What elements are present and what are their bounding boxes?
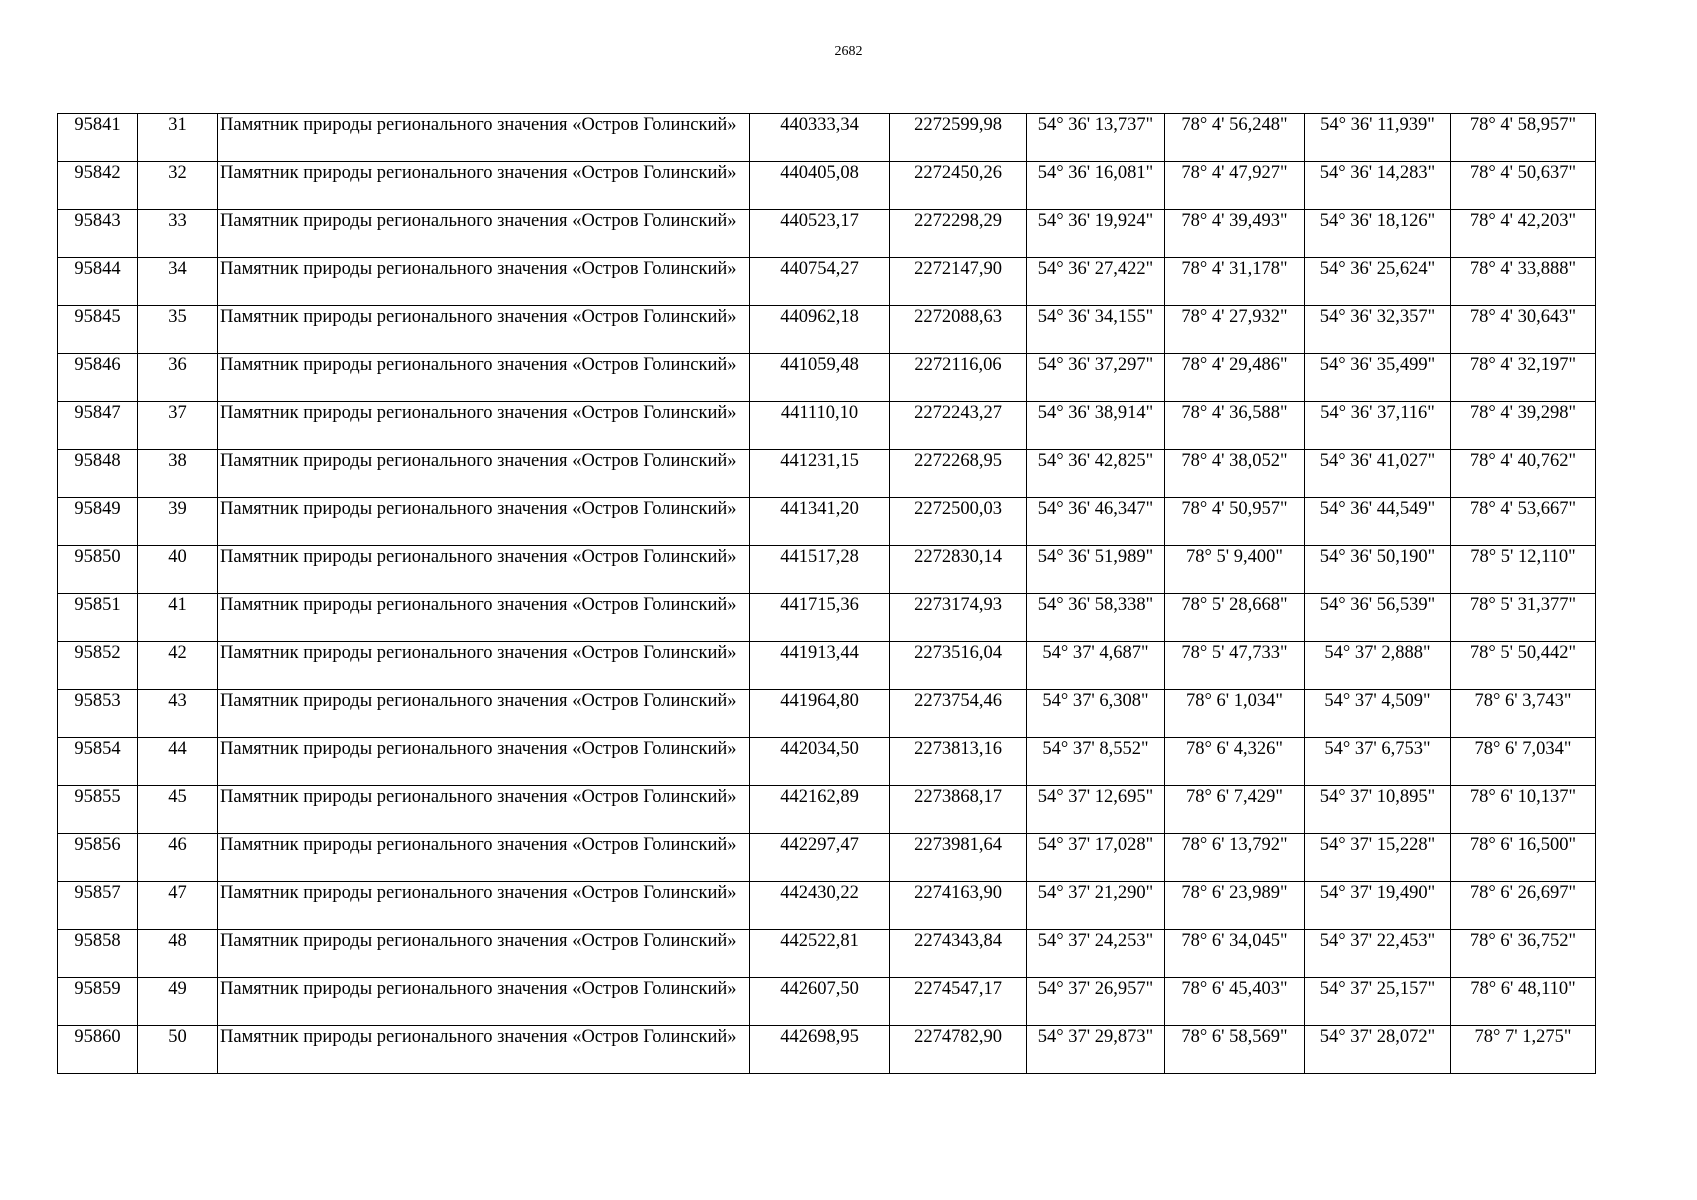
- latitude-2-cell: 54° 37' 25,157": [1305, 978, 1451, 1026]
- longitude-1-cell: 78° 6' 23,989": [1165, 882, 1305, 930]
- latitude-2-cell: 54° 37' 19,490": [1305, 882, 1451, 930]
- object-name-cell: Памятник природы регионального значения «Остров Голинский»: [218, 546, 750, 594]
- latitude-2-cell: 54° 37' 6,753": [1305, 738, 1451, 786]
- point-number-cell: 47: [138, 882, 218, 930]
- record-id-cell: 95846: [58, 354, 138, 402]
- point-number-cell: 44: [138, 738, 218, 786]
- y-coordinate-cell: 2274163,90: [890, 882, 1027, 930]
- latitude-1-cell: 54° 37' 21,290": [1027, 882, 1165, 930]
- x-coordinate-cell: 442297,47: [750, 834, 890, 882]
- object-name-cell: Памятник природы регионального значения «Остров Голинский»: [218, 114, 750, 162]
- longitude-2-cell: 78° 4' 32,197": [1451, 354, 1596, 402]
- y-coordinate-cell: 2273174,93: [890, 594, 1027, 642]
- object-name-cell: Памятник природы регионального значения «Остров Голинский»: [218, 1026, 750, 1074]
- longitude-2-cell: 78° 5' 31,377": [1451, 594, 1596, 642]
- latitude-1-cell: 54° 37' 8,552": [1027, 738, 1165, 786]
- coordinates-table: [57, 113, 1596, 1074]
- object-name-cell: Памятник природы регионального значения «Остров Голинский»: [218, 738, 750, 786]
- latitude-1-cell: 54° 37' 17,028": [1027, 834, 1165, 882]
- point-number-cell: 43: [138, 690, 218, 738]
- object-name-cell: Памятник природы регионального значения «Остров Голинский»: [218, 594, 750, 642]
- record-id-cell: 95844: [58, 258, 138, 306]
- longitude-1-cell: 78° 4' 38,052": [1165, 450, 1305, 498]
- x-coordinate-cell: 442162,89: [750, 786, 890, 834]
- longitude-2-cell: 78° 6' 48,110": [1451, 978, 1596, 1026]
- longitude-2-cell: 78° 6' 3,743": [1451, 690, 1596, 738]
- x-coordinate-cell: 440962,18: [750, 306, 890, 354]
- y-coordinate-cell: 2274782,90: [890, 1026, 1027, 1074]
- record-id-cell: 95851: [58, 594, 138, 642]
- longitude-2-cell: 78° 6' 16,500": [1451, 834, 1596, 882]
- latitude-1-cell: 54° 36' 34,155": [1027, 306, 1165, 354]
- point-number-cell: 50: [138, 1026, 218, 1074]
- longitude-1-cell: 78° 6' 4,326": [1165, 738, 1305, 786]
- table-row: [58, 930, 1596, 978]
- longitude-1-cell: 78° 5' 28,668": [1165, 594, 1305, 642]
- point-number-cell: 42: [138, 642, 218, 690]
- record-id-cell: 95849: [58, 498, 138, 546]
- point-number-cell: 32: [138, 162, 218, 210]
- x-coordinate-cell: 441059,48: [750, 354, 890, 402]
- object-name-cell: Памятник природы регионального значения «Остров Голинский»: [218, 354, 750, 402]
- x-coordinate-cell: 441231,15: [750, 450, 890, 498]
- latitude-2-cell: 54° 36' 32,357": [1305, 306, 1451, 354]
- table-row: [58, 834, 1596, 882]
- latitude-1-cell: 54° 36' 58,338": [1027, 594, 1165, 642]
- object-name-cell: Памятник природы регионального значения «Остров Голинский»: [218, 690, 750, 738]
- latitude-2-cell: 54° 36' 18,126": [1305, 210, 1451, 258]
- y-coordinate-cell: 2272268,95: [890, 450, 1027, 498]
- latitude-2-cell: 54° 36' 37,116": [1305, 402, 1451, 450]
- object-name-cell: Памятник природы регионального значения «Остров Голинский»: [218, 978, 750, 1026]
- record-id-cell: 95848: [58, 450, 138, 498]
- table-row: [58, 450, 1596, 498]
- object-name-cell: Памятник природы регионального значения «Остров Голинский»: [218, 930, 750, 978]
- record-id-cell: 95854: [58, 738, 138, 786]
- point-number-cell: 46: [138, 834, 218, 882]
- latitude-1-cell: 54° 37' 29,873": [1027, 1026, 1165, 1074]
- latitude-1-cell: 54° 36' 27,422": [1027, 258, 1165, 306]
- latitude-1-cell: 54° 36' 37,297": [1027, 354, 1165, 402]
- x-coordinate-cell: 442698,95: [750, 1026, 890, 1074]
- record-id-cell: 95841: [58, 114, 138, 162]
- record-id-cell: 95856: [58, 834, 138, 882]
- object-name-cell: Памятник природы регионального значения «Остров Голинский»: [218, 162, 750, 210]
- x-coordinate-cell: 440523,17: [750, 210, 890, 258]
- y-coordinate-cell: 2273754,46: [890, 690, 1027, 738]
- object-name-cell: Памятник природы регионального значения «Остров Голинский»: [218, 258, 750, 306]
- y-coordinate-cell: 2274343,84: [890, 930, 1027, 978]
- point-number-cell: 39: [138, 498, 218, 546]
- longitude-1-cell: 78° 6' 13,792": [1165, 834, 1305, 882]
- y-coordinate-cell: 2272599,98: [890, 114, 1027, 162]
- x-coordinate-cell: 440333,34: [750, 114, 890, 162]
- longitude-1-cell: 78° 4' 31,178": [1165, 258, 1305, 306]
- table-row: [58, 114, 1596, 162]
- latitude-1-cell: 54° 36' 19,924": [1027, 210, 1165, 258]
- y-coordinate-cell: 2272500,03: [890, 498, 1027, 546]
- record-id-cell: 95843: [58, 210, 138, 258]
- y-coordinate-cell: 2272830,14: [890, 546, 1027, 594]
- point-number-cell: 38: [138, 450, 218, 498]
- longitude-2-cell: 78° 4' 50,637": [1451, 162, 1596, 210]
- table-row: [58, 546, 1596, 594]
- table-row: [58, 882, 1596, 930]
- x-coordinate-cell: 441913,44: [750, 642, 890, 690]
- table-row: [58, 306, 1596, 354]
- point-number-cell: 36: [138, 354, 218, 402]
- longitude-1-cell: 78° 4' 29,486": [1165, 354, 1305, 402]
- record-id-cell: 95845: [58, 306, 138, 354]
- y-coordinate-cell: 2272147,90: [890, 258, 1027, 306]
- table-row: [58, 210, 1596, 258]
- x-coordinate-cell: 441715,36: [750, 594, 890, 642]
- longitude-1-cell: 78° 6' 45,403": [1165, 978, 1305, 1026]
- latitude-1-cell: 54° 37' 24,253": [1027, 930, 1165, 978]
- x-coordinate-cell: 442430,22: [750, 882, 890, 930]
- point-number-cell: 45: [138, 786, 218, 834]
- longitude-2-cell: 78° 4' 33,888": [1451, 258, 1596, 306]
- point-number-cell: 49: [138, 978, 218, 1026]
- page-number: 2682: [834, 44, 863, 59]
- record-id-cell: 95857: [58, 882, 138, 930]
- table-row: [58, 594, 1596, 642]
- longitude-2-cell: 78° 6' 36,752": [1451, 930, 1596, 978]
- longitude-2-cell: 78° 6' 26,697": [1451, 882, 1596, 930]
- y-coordinate-cell: 2272243,27: [890, 402, 1027, 450]
- latitude-2-cell: 54° 37' 10,895": [1305, 786, 1451, 834]
- object-name-cell: Памятник природы регионального значения «Остров Голинский»: [218, 786, 750, 834]
- longitude-2-cell: 78° 6' 7,034": [1451, 738, 1596, 786]
- longitude-2-cell: 78° 4' 53,667": [1451, 498, 1596, 546]
- latitude-1-cell: 54° 36' 38,914": [1027, 402, 1165, 450]
- object-name-cell: Памятник природы регионального значения «Остров Голинский»: [218, 882, 750, 930]
- latitude-1-cell: 54° 36' 13,737": [1027, 114, 1165, 162]
- object-name-cell: Памятник природы регионального значения «Остров Голинский»: [218, 210, 750, 258]
- record-id-cell: 95853: [58, 690, 138, 738]
- latitude-2-cell: 54° 37' 22,453": [1305, 930, 1451, 978]
- y-coordinate-cell: 2273868,17: [890, 786, 1027, 834]
- point-number-cell: 40: [138, 546, 218, 594]
- x-coordinate-cell: 441341,20: [750, 498, 890, 546]
- table-row: [58, 642, 1596, 690]
- x-coordinate-cell: 440754,27: [750, 258, 890, 306]
- longitude-2-cell: 78° 4' 30,643": [1451, 306, 1596, 354]
- y-coordinate-cell: 2273813,16: [890, 738, 1027, 786]
- longitude-2-cell: 78° 4' 40,762": [1451, 450, 1596, 498]
- y-coordinate-cell: 2274547,17: [890, 978, 1027, 1026]
- table-row: [58, 1026, 1596, 1074]
- point-number-cell: 41: [138, 594, 218, 642]
- longitude-1-cell: 78° 6' 58,569": [1165, 1026, 1305, 1074]
- record-id-cell: 95850: [58, 546, 138, 594]
- latitude-2-cell: 54° 36' 11,939": [1305, 114, 1451, 162]
- x-coordinate-cell: 442522,81: [750, 930, 890, 978]
- point-number-cell: 48: [138, 930, 218, 978]
- longitude-1-cell: 78° 6' 34,045": [1165, 930, 1305, 978]
- longitude-1-cell: 78° 6' 1,034": [1165, 690, 1305, 738]
- latitude-2-cell: 54° 37' 4,509": [1305, 690, 1451, 738]
- record-id-cell: 95842: [58, 162, 138, 210]
- record-id-cell: 95860: [58, 1026, 138, 1074]
- longitude-2-cell: 78° 4' 39,298": [1451, 402, 1596, 450]
- y-coordinate-cell: 2272298,29: [890, 210, 1027, 258]
- longitude-2-cell: 78° 5' 50,442": [1451, 642, 1596, 690]
- latitude-1-cell: 54° 37' 4,687": [1027, 642, 1165, 690]
- latitude-2-cell: 54° 37' 28,072": [1305, 1026, 1451, 1074]
- longitude-1-cell: 78° 5' 47,733": [1165, 642, 1305, 690]
- longitude-1-cell: 78° 4' 36,588": [1165, 402, 1305, 450]
- longitude-2-cell: 78° 4' 42,203": [1451, 210, 1596, 258]
- longitude-1-cell: 78° 4' 56,248": [1165, 114, 1305, 162]
- longitude-1-cell: 78° 5' 9,400": [1165, 546, 1305, 594]
- longitude-2-cell: 78° 5' 12,110": [1451, 546, 1596, 594]
- latitude-2-cell: 54° 36' 41,027": [1305, 450, 1451, 498]
- x-coordinate-cell: 440405,08: [750, 162, 890, 210]
- y-coordinate-cell: 2272088,63: [890, 306, 1027, 354]
- table-row: [58, 978, 1596, 1026]
- longitude-1-cell: 78° 6' 7,429": [1165, 786, 1305, 834]
- latitude-1-cell: 54° 37' 26,957": [1027, 978, 1165, 1026]
- y-coordinate-cell: 2272116,06: [890, 354, 1027, 402]
- table-row: [58, 402, 1596, 450]
- record-id-cell: 95847: [58, 402, 138, 450]
- latitude-2-cell: 54° 36' 25,624": [1305, 258, 1451, 306]
- y-coordinate-cell: 2273516,04: [890, 642, 1027, 690]
- longitude-1-cell: 78° 4' 47,927": [1165, 162, 1305, 210]
- table-row: [58, 498, 1596, 546]
- latitude-1-cell: 54° 37' 12,695": [1027, 786, 1165, 834]
- point-number-cell: 34: [138, 258, 218, 306]
- table-body: [58, 114, 1596, 1074]
- longitude-1-cell: 78° 4' 50,957": [1165, 498, 1305, 546]
- record-id-cell: 95858: [58, 930, 138, 978]
- latitude-2-cell: 54° 37' 15,228": [1305, 834, 1451, 882]
- longitude-1-cell: 78° 4' 39,493": [1165, 210, 1305, 258]
- x-coordinate-cell: 441964,80: [750, 690, 890, 738]
- longitude-2-cell: 78° 7' 1,275": [1451, 1026, 1596, 1074]
- table-row: [58, 786, 1596, 834]
- object-name-cell: Памятник природы регионального значения «Остров Голинский»: [218, 450, 750, 498]
- longitude-2-cell: 78° 4' 58,957": [1451, 114, 1596, 162]
- latitude-1-cell: 54° 36' 46,347": [1027, 498, 1165, 546]
- latitude-2-cell: 54° 36' 56,539": [1305, 594, 1451, 642]
- x-coordinate-cell: 442034,50: [750, 738, 890, 786]
- table-row: [58, 354, 1596, 402]
- latitude-2-cell: 54° 37' 2,888": [1305, 642, 1451, 690]
- object-name-cell: Памятник природы регионального значения «Остров Голинский»: [218, 402, 750, 450]
- record-id-cell: 95852: [58, 642, 138, 690]
- object-name-cell: Памятник природы регионального значения «Остров Голинский»: [218, 498, 750, 546]
- latitude-1-cell: 54° 36' 42,825": [1027, 450, 1165, 498]
- point-number-cell: 31: [138, 114, 218, 162]
- latitude-1-cell: 54° 37' 6,308": [1027, 690, 1165, 738]
- x-coordinate-cell: 441517,28: [750, 546, 890, 594]
- table-row: [58, 690, 1596, 738]
- table-row: [58, 738, 1596, 786]
- object-name-cell: Памятник природы регионального значения «Остров Голинский»: [218, 834, 750, 882]
- longitude-1-cell: 78° 4' 27,932": [1165, 306, 1305, 354]
- object-name-cell: Памятник природы регионального значения «Остров Голинский»: [218, 642, 750, 690]
- record-id-cell: 95855: [58, 786, 138, 834]
- x-coordinate-cell: 442607,50: [750, 978, 890, 1026]
- record-id-cell: 95859: [58, 978, 138, 1026]
- latitude-2-cell: 54° 36' 14,283": [1305, 162, 1451, 210]
- latitude-2-cell: 54° 36' 44,549": [1305, 498, 1451, 546]
- latitude-1-cell: 54° 36' 16,081": [1027, 162, 1165, 210]
- longitude-2-cell: 78° 6' 10,137": [1451, 786, 1596, 834]
- latitude-2-cell: 54° 36' 35,499": [1305, 354, 1451, 402]
- x-coordinate-cell: 441110,10: [750, 402, 890, 450]
- y-coordinate-cell: 2272450,26: [890, 162, 1027, 210]
- table-row: [58, 258, 1596, 306]
- point-number-cell: 33: [138, 210, 218, 258]
- latitude-2-cell: 54° 36' 50,190": [1305, 546, 1451, 594]
- table-row: [58, 162, 1596, 210]
- point-number-cell: 37: [138, 402, 218, 450]
- latitude-1-cell: 54° 36' 51,989": [1027, 546, 1165, 594]
- y-coordinate-cell: 2273981,64: [890, 834, 1027, 882]
- point-number-cell: 35: [138, 306, 218, 354]
- object-name-cell: Памятник природы регионального значения «Остров Голинский»: [218, 306, 750, 354]
